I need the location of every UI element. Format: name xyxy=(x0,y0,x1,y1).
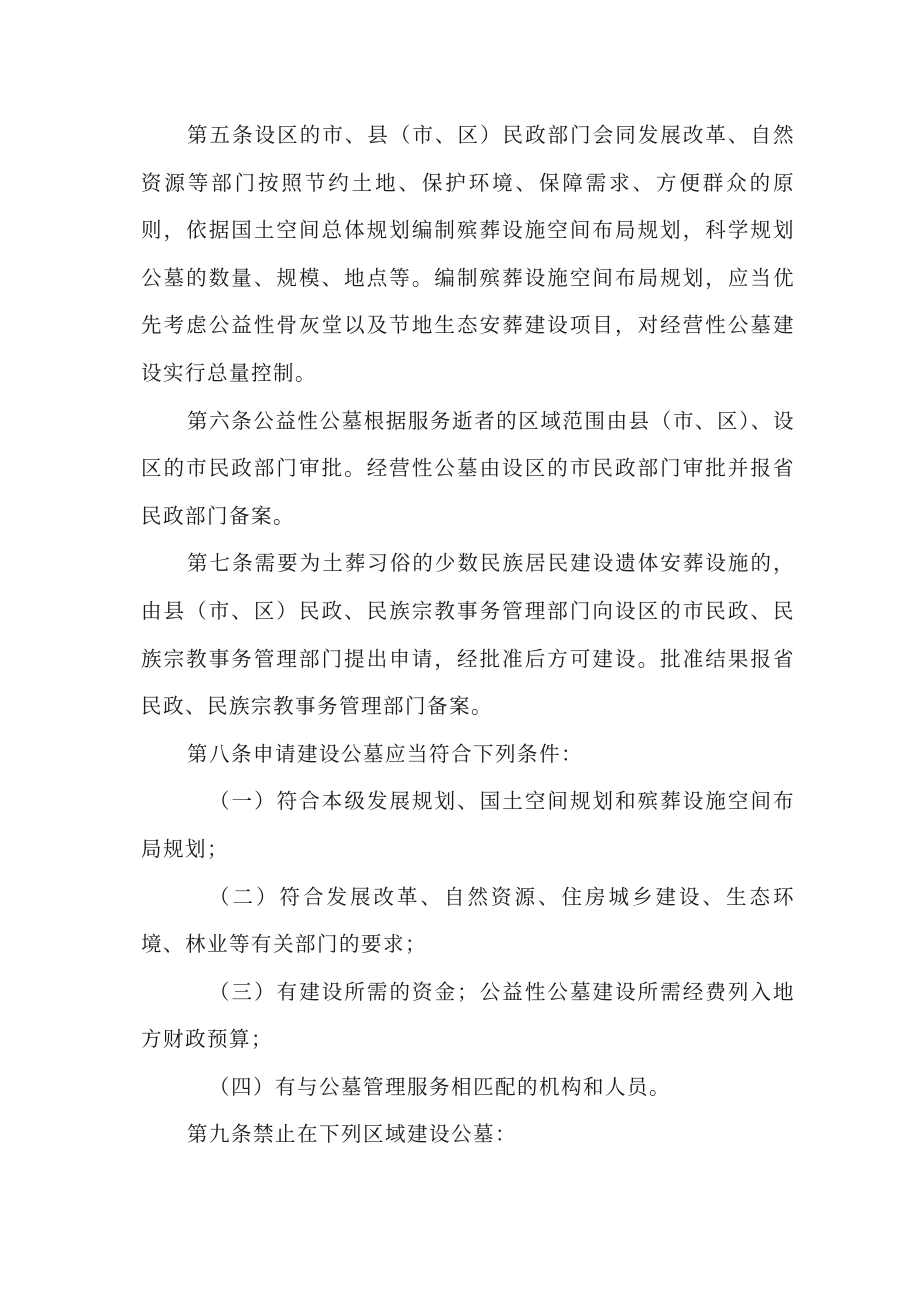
article-7-paragraph: 第七条需要为土葬习俗的少数民族居民建设遗体安葬设施的，由县（市、区）民政、民族宗教事务管理部门向设区的市民政、民族宗教事务管理部门提出申请，经批准后方可建设。批准结果报省民政、民族宗教事务管理部门备案。 xyxy=(141,551,795,719)
article-8-item-2: （二）符合发展改革、自然资源、住房城乡建设、生态环境、林业等有关部门的要求； xyxy=(141,884,795,957)
article-8-paragraph: 第八条申请建设公墓应当符合下列条件： xyxy=(187,741,583,766)
article-5-paragraph: 第五条设区的市、县（市、区）民政部门会同发展改革、自然资源等部门按照节约土地、保护环境、保障需求、方便群众的原则，依据国土空间总体规划编制殡葬设施空间布局规划，科学规划公墓的数量、规模、地点等。编制殡葬设施空间布局规划，应当优先考虑公益性骨灰堂以及节地生态安葬建设项目，对经营性公墓建设实行总量控制。 xyxy=(141,123,795,385)
article-6-paragraph: 第六条公益性公墓根据服务逝者的区域范围由县（市、区）、设区的市民政部门审批。经营性公墓由设区的市民政部门审批并报省民政部门备案。 xyxy=(141,408,795,528)
article-8-item-3: （三）有建设所需的资金；公益性公墓建设所需经费列入地方财政预算； xyxy=(141,979,795,1052)
document-body xyxy=(141,112,795,1159)
article-8-item-4: （四）有与公墓管理服务相匹配的机构和人员。 xyxy=(209,1074,671,1099)
article-8-item-1: （一）符合本级发展规划、国土空间规划和殡葬设施空间布局规划； xyxy=(141,789,795,861)
article-9-paragraph: 第九条禁止在下列区域建设公墓： xyxy=(187,1122,517,1147)
